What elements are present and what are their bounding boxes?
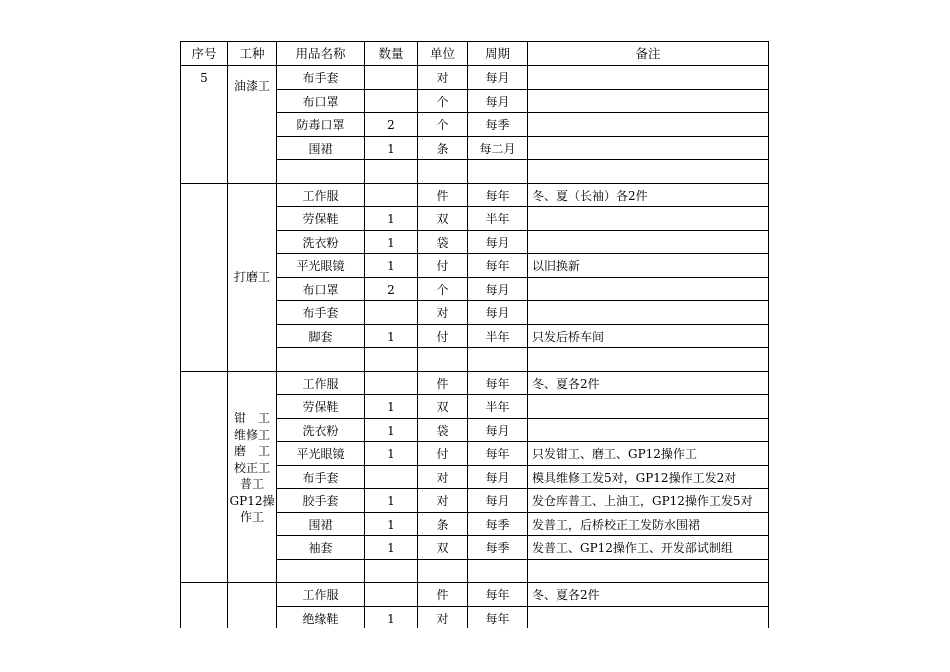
- row-period-cell[interactable]: [468, 348, 527, 371]
- row-qty-cell[interactable]: 1: [387, 235, 395, 250]
- row-qty-cell[interactable]: [365, 372, 417, 395]
- row-note-cell[interactable]: [528, 348, 768, 371]
- grid-line-v: [768, 41, 769, 628]
- row-qty-cell[interactable]: [365, 184, 417, 207]
- trade-line: 普工: [239, 477, 264, 492]
- row-name-cell[interactable]: 防毒口罩: [296, 117, 345, 132]
- row-period-cell[interactable]: 每年: [485, 376, 510, 391]
- row-qty-cell[interactable]: 1: [387, 446, 395, 461]
- row-period-cell[interactable]: 每月: [485, 305, 510, 320]
- trade-line: 维修工: [233, 427, 270, 442]
- grid-line-v: [467, 41, 468, 628]
- row-note-cell[interactable]: 只发后桥车间: [532, 329, 605, 344]
- trade-line: 油漆工: [233, 78, 270, 93]
- row-qty-cell[interactable]: 1: [387, 211, 395, 226]
- row-name-cell[interactable]: 洗衣粉: [302, 423, 339, 438]
- row-qty-cell[interactable]: [365, 348, 417, 371]
- row-unit-cell[interactable]: 个: [436, 117, 449, 132]
- row-period-cell[interactable]: 每月: [485, 70, 510, 85]
- row-unit-cell[interactable]: 袋: [436, 235, 449, 250]
- row-name-cell[interactable]: 劳保鞋: [302, 211, 339, 226]
- row-note-cell[interactable]: [528, 301, 768, 324]
- row-name-cell[interactable]: 布口罩: [302, 282, 339, 297]
- row-note-cell[interactable]: [528, 90, 768, 113]
- row-name-cell[interactable]: 劳保鞋: [302, 399, 339, 414]
- row-period-cell[interactable]: 每月: [485, 423, 510, 438]
- row-qty-cell[interactable]: 1: [387, 329, 395, 344]
- row-name-cell[interactable]: 围裙: [308, 517, 333, 532]
- row-note-cell[interactable]: [528, 419, 768, 442]
- grid-line-v: [180, 41, 181, 628]
- row-unit-cell[interactable]: 件: [436, 188, 449, 203]
- row-qty-cell[interactable]: 1: [387, 540, 395, 555]
- row-unit-cell[interactable]: 个: [436, 94, 449, 109]
- row-qty-cell[interactable]: 1: [387, 141, 395, 156]
- row-qty-cell[interactable]: 2: [387, 117, 395, 132]
- row-name-cell[interactable]: 围裙: [308, 141, 333, 156]
- row-unit-cell[interactable]: [418, 560, 467, 583]
- row-name-cell[interactable]: [277, 160, 364, 183]
- row-period-cell[interactable]: 每月: [485, 493, 510, 508]
- seq-cell[interactable]: [181, 583, 227, 606]
- trade-line: 打磨工: [233, 269, 270, 284]
- row-name-cell[interactable]: 脚套: [308, 329, 333, 344]
- header-cell-1[interactable]: 工种: [239, 45, 265, 61]
- row-name-cell[interactable]: [277, 348, 364, 371]
- row-qty-cell[interactable]: [365, 560, 417, 583]
- row-period-cell[interactable]: 每季: [485, 117, 510, 132]
- row-note-cell[interactable]: 冬、夏各2件: [532, 587, 600, 602]
- row-note-cell[interactable]: [528, 207, 768, 230]
- row-period-cell[interactable]: 每月: [485, 94, 510, 109]
- row-name-cell[interactable]: 布手套: [302, 470, 339, 485]
- row-period-cell[interactable]: 每月: [485, 282, 510, 297]
- row-unit-cell[interactable]: 个: [436, 282, 449, 297]
- row-note-cell[interactable]: [528, 560, 768, 583]
- row-period-cell[interactable]: 每季: [485, 517, 510, 532]
- row-unit-cell[interactable]: 对: [436, 611, 449, 626]
- row-unit-cell[interactable]: 双: [436, 540, 449, 555]
- row-unit-cell[interactable]: 双: [436, 399, 449, 414]
- row-note-cell[interactable]: [528, 607, 768, 628]
- row-period-cell[interactable]: 每年: [485, 446, 510, 461]
- row-period-cell[interactable]: 每年: [485, 587, 510, 602]
- row-note-cell[interactable]: [528, 278, 768, 301]
- grid-line-v: [227, 41, 228, 628]
- row-period-cell[interactable]: 每年: [485, 188, 510, 203]
- row-note-cell[interactable]: [528, 137, 768, 160]
- row-name-cell[interactable]: 胶手套: [302, 493, 339, 508]
- header-cell-2[interactable]: 用品名称: [295, 45, 346, 61]
- row-name-cell[interactable]: 绝缘鞋: [302, 611, 339, 626]
- header-cell-6[interactable]: 备注: [635, 45, 661, 61]
- row-name-cell[interactable]: 平光眼镜: [296, 446, 345, 461]
- trade-cell[interactable]: [228, 407, 276, 529]
- row-name-cell[interactable]: 洗衣粉: [302, 235, 339, 250]
- row-unit-cell[interactable]: 对: [436, 305, 449, 320]
- row-period-cell[interactable]: 半年: [485, 211, 510, 226]
- row-note-cell[interactable]: [528, 395, 768, 418]
- row-qty-cell[interactable]: 1: [387, 399, 395, 414]
- row-qty-cell[interactable]: [365, 301, 417, 324]
- row-unit-cell[interactable]: 对: [436, 493, 449, 508]
- row-note-cell[interactable]: [528, 160, 768, 183]
- row-period-cell[interactable]: 每月: [485, 235, 510, 250]
- row-name-cell[interactable]: 平光眼镜: [296, 258, 345, 273]
- row-qty-cell[interactable]: 1: [387, 423, 395, 438]
- row-unit-cell[interactable]: 件: [436, 376, 449, 391]
- header-cell-3[interactable]: 数量: [378, 45, 404, 61]
- seq-cell[interactable]: 5: [200, 70, 208, 85]
- row-note-cell[interactable]: 发普工、GP12操作工、开发部试制组: [532, 540, 733, 555]
- row-unit-cell[interactable]: [418, 160, 467, 183]
- row-period-cell[interactable]: 每季: [485, 540, 510, 555]
- row-unit-cell[interactable]: 付: [436, 258, 449, 273]
- trade-line: 钳 工: [233, 411, 270, 426]
- row-unit-cell[interactable]: 对: [436, 470, 449, 485]
- row-unit-cell[interactable]: 双: [436, 211, 449, 226]
- row-period-cell[interactable]: 每二月: [479, 141, 516, 156]
- row-unit-cell[interactable]: 条: [436, 517, 449, 532]
- row-qty-cell[interactable]: 2: [387, 282, 395, 297]
- row-name-cell[interactable]: 工作服: [302, 587, 339, 602]
- header-cell-5[interactable]: 周期: [484, 45, 510, 61]
- row-note-cell[interactable]: [528, 231, 768, 254]
- row-qty-cell[interactable]: 1: [387, 493, 395, 508]
- row-unit-cell[interactable]: 条: [436, 141, 449, 156]
- header-cell-4[interactable]: 单位: [429, 45, 455, 61]
- row-period-cell[interactable]: 每月: [485, 470, 510, 485]
- grid-line-v: [276, 41, 277, 628]
- row-period-cell[interactable]: [468, 160, 527, 183]
- row-unit-cell[interactable]: 袋: [436, 423, 449, 438]
- row-period-cell[interactable]: [468, 560, 527, 583]
- trade-line: 校正工: [233, 460, 270, 475]
- row-note-cell[interactable]: 以旧换新: [532, 258, 581, 273]
- row-period-cell[interactable]: 半年: [485, 399, 510, 414]
- trade-cell[interactable]: [228, 618, 276, 628]
- header-cell-0[interactable]: 序号: [191, 45, 217, 61]
- row-period-cell[interactable]: 半年: [485, 329, 510, 344]
- trade-cell[interactable]: [228, 184, 276, 371]
- row-qty-cell[interactable]: [365, 160, 417, 183]
- row-note-cell[interactable]: 发普工，后桥校正工发防水围裙: [532, 517, 701, 532]
- trade-cell[interactable]: [228, 66, 276, 106]
- trade-line: 作工: [239, 510, 264, 525]
- spreadsheet-table: [180, 41, 769, 628]
- row-qty-cell[interactable]: [365, 66, 417, 89]
- row-unit-cell[interactable]: 付: [436, 446, 449, 461]
- seq-cell[interactable]: [181, 372, 227, 395]
- row-note-cell[interactable]: 冬、夏（长袖）各2件: [532, 188, 648, 203]
- row-name-cell[interactable]: 布口罩: [302, 94, 339, 109]
- trade-line: 磨 工: [233, 444, 270, 459]
- row-name-cell[interactable]: 工作服: [302, 188, 339, 203]
- row-unit-cell[interactable]: 对: [436, 70, 449, 85]
- row-note-cell[interactable]: 只发钳工、磨工、GP12操作工: [532, 446, 697, 461]
- row-name-cell[interactable]: 袖套: [308, 540, 333, 555]
- row-note-cell[interactable]: 冬、夏各2件: [532, 376, 600, 391]
- row-note-cell[interactable]: [528, 113, 768, 136]
- row-unit-cell[interactable]: [418, 348, 467, 371]
- row-unit-cell[interactable]: 件: [436, 587, 449, 602]
- row-name-cell[interactable]: 布手套: [302, 305, 339, 320]
- row-note-cell[interactable]: 发仓库普工、上油工，GP12操作工发5对: [532, 493, 753, 508]
- row-period-cell[interactable]: 每年: [485, 611, 510, 626]
- row-unit-cell[interactable]: 付: [436, 329, 449, 344]
- row-qty-cell[interactable]: [365, 583, 417, 606]
- row-qty-cell[interactable]: [365, 90, 417, 113]
- row-name-cell[interactable]: [277, 560, 364, 583]
- row-qty-cell[interactable]: 1: [387, 258, 395, 273]
- row-name-cell[interactable]: 工作服: [302, 376, 339, 391]
- trade-line: GP12操: [229, 493, 275, 508]
- seq-cell[interactable]: [181, 184, 227, 207]
- row-qty-cell[interactable]: 1: [387, 517, 395, 532]
- row-qty-cell[interactable]: 1: [387, 611, 395, 626]
- grid-line-v: [364, 41, 365, 628]
- row-note-cell[interactable]: 模具维修工发5对，GP12操作工发2对: [532, 470, 737, 485]
- grid-line-v: [417, 41, 418, 628]
- grid-line-v: [527, 41, 528, 628]
- row-period-cell[interactable]: 每年: [485, 258, 510, 273]
- row-note-cell[interactable]: [528, 66, 768, 89]
- row-qty-cell[interactable]: [365, 466, 417, 489]
- row-name-cell[interactable]: 布手套: [302, 70, 339, 85]
